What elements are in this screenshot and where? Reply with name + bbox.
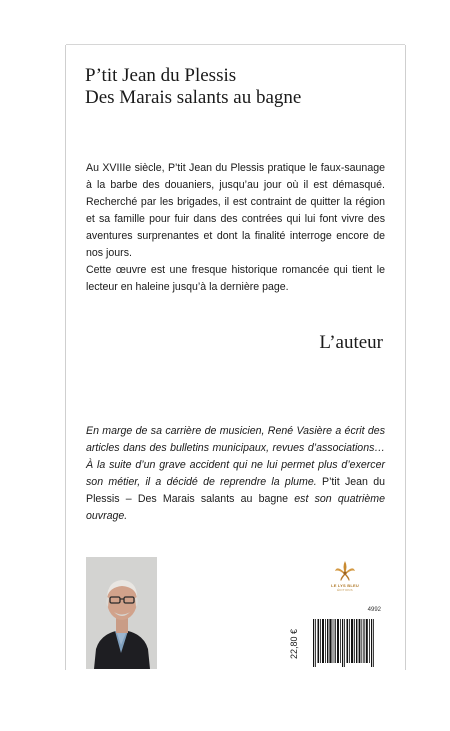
synopsis-paragraph-2: Cette œuvre est une fresque historique romancée qui tient le lecteur en haleine jusqu’à la dernière page.	[86, 264, 385, 293]
price-label	[287, 623, 301, 669]
book-title: P’tit Jean du Plessis	[85, 65, 237, 86]
barcode-bars	[303, 617, 385, 669]
back-cover	[66, 45, 405, 670]
publisher-name	[329, 583, 361, 593]
author-photo	[86, 557, 157, 669]
publisher-name-text: LE LYS BLEU	[331, 583, 359, 588]
author-heading: L’auteur	[319, 332, 383, 353]
bio-text-1: En marge de sa carrière de musicien, René Vasière a écrit des articles dans des bulletins municipaux, revues d’associations… À la suite d’un grave accident qui ne lui permet plus d’exercer son métier, il a décidé de reprendre la plume.	[86, 425, 385, 488]
barcode	[303, 607, 385, 669]
title-block	[85, 65, 385, 109]
price-text: 22,80 €	[289, 628, 299, 660]
author-bio	[86, 423, 385, 525]
bio-text-2: est son quatrième ouvrage.	[86, 493, 385, 522]
publisher-sub: ÉDITIONS	[337, 588, 353, 592]
lys-flower-icon	[329, 559, 361, 583]
synopsis	[86, 160, 385, 296]
publisher-logo	[329, 559, 361, 599]
barcode-code: 4992	[367, 607, 381, 613]
bio-book-title: P’tit Jean du Plessis – Des Marais salants au bagne	[86, 476, 385, 505]
author-portrait	[86, 557, 157, 669]
synopsis-paragraph-1: Au XVIIIe siècle, P’tit Jean du Plessis pratique le faux-saunage à la barbe des douaniers, jusqu’au jour où il est démasqué. Recherché par les brigades, il est contraint de quitter la région et sa famille pour fuir dans des contrées qui lui font vivre des aventures surprenantes et dont la finalité interroge encore de nos jours.	[86, 162, 385, 259]
book-subtitle: Des Marais salants au bagne	[85, 87, 302, 108]
